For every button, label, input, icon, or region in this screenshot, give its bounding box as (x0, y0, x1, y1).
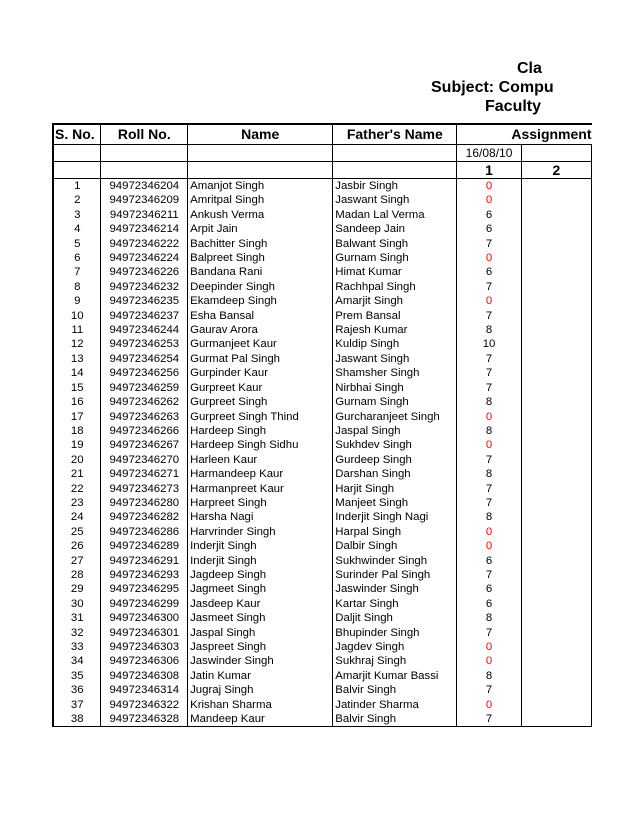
serial-number-cell[interactable]: 28 (53, 568, 101, 582)
assignment-1-mark-cell[interactable]: 6 (457, 265, 521, 279)
student-name-cell[interactable]: Krishan Sharma (188, 698, 333, 712)
roll-number-cell[interactable]: 94972346204 (101, 179, 188, 194)
assignment-1-mark-cell[interactable]: 0 (457, 525, 521, 539)
assignment-1-mark-cell[interactable]: 0 (457, 698, 521, 712)
assignment-1-mark-cell[interactable]: 8 (457, 669, 521, 683)
table-row (53, 626, 592, 640)
assignment-1-mark-cell[interactable]: 7 (457, 237, 521, 251)
roll-number-cell[interactable]: 94972346262 (101, 395, 188, 409)
assignment-1-mark-cell[interactable]: 7 (457, 381, 521, 395)
father-name-cell[interactable]: Dalbir Singh (333, 539, 457, 553)
student-name-cell[interactable]: Harmandeep Kaur (188, 467, 333, 481)
table-row (53, 366, 592, 380)
table-row (53, 410, 592, 424)
serial-number-cell[interactable]: 20 (53, 453, 101, 467)
father-name-cell[interactable]: Jatinder Sharma (333, 698, 457, 712)
assignment-1-mark-cell[interactable]: 0 (457, 539, 521, 553)
father-name-cell[interactable]: Harpal Singh (333, 525, 457, 539)
roll-number-cell[interactable]: 94972346273 (101, 482, 188, 496)
student-name-cell[interactable]: Gurmanjeet Kaur (188, 337, 333, 351)
student-name-cell[interactable]: Harleen Kaur (188, 453, 333, 467)
table-row (53, 510, 592, 524)
table-row (53, 323, 592, 337)
roll-number-cell[interactable]: 94972346280 (101, 496, 188, 510)
father-name-cell[interactable]: Prem Bansal (333, 309, 457, 323)
cell[interactable] (101, 162, 188, 179)
cell[interactable] (101, 145, 188, 162)
assignment-2-mark-cell[interactable] (521, 554, 591, 568)
serial-number-cell[interactable]: 15 (53, 381, 101, 395)
assignment-2-mark-cell[interactable] (521, 467, 591, 481)
assignment-1-mark-cell[interactable]: 7 (457, 280, 521, 294)
student-name-cell[interactable]: Hardeep Singh (188, 424, 333, 438)
father-name-cell[interactable]: Amarjit Singh (333, 294, 457, 308)
student-name-cell[interactable]: Ekamdeep Singh (188, 294, 333, 308)
assignment-1-mark-cell[interactable]: 7 (457, 453, 521, 467)
roll-number-cell[interactable]: 94972346256 (101, 366, 188, 380)
roll-number-cell[interactable]: 94972346259 (101, 381, 188, 395)
student-name-cell[interactable]: Mandeep Kaur (188, 712, 333, 727)
student-name-cell[interactable]: Jasdeep Kaur (188, 597, 333, 611)
student-name-cell[interactable]: Gurpreet Singh (188, 395, 333, 409)
serial-number-cell[interactable]: 35 (53, 669, 101, 683)
serial-number-cell[interactable]: 38 (53, 712, 101, 727)
roll-number-cell[interactable]: 94972346235 (101, 294, 188, 308)
student-name-cell[interactable]: Deepinder Singh (188, 280, 333, 294)
assignment-1-mark-cell[interactable]: 8 (457, 424, 521, 438)
assignment-1-mark-cell[interactable]: 6 (457, 597, 521, 611)
roll-number-cell[interactable]: 94972346244 (101, 323, 188, 337)
serial-number-cell[interactable]: 16 (53, 395, 101, 409)
father-name-cell[interactable]: Balwant Singh (333, 237, 457, 251)
cell[interactable] (333, 145, 457, 162)
assignment-2-mark-cell[interactable] (521, 496, 591, 510)
table-row (53, 683, 592, 697)
roll-number-cell[interactable]: 94972346291 (101, 554, 188, 568)
father-name-cell[interactable]: Rachhpal Singh (333, 280, 457, 294)
serial-number-cell[interactable]: 12 (53, 337, 101, 351)
father-name-cell[interactable]: Sukhwinder Singh (333, 554, 457, 568)
assignment-2-mark-cell[interactable] (521, 525, 591, 539)
assignment-1-mark-cell[interactable]: 8 (457, 395, 521, 409)
serial-number-cell[interactable]: 23 (53, 496, 101, 510)
student-name-cell[interactable]: Jugraj Singh (188, 683, 333, 697)
father-name-cell[interactable]: Harjit Singh (333, 482, 457, 496)
father-name-cell[interactable]: Jasbir Singh (333, 179, 457, 194)
roll-number-cell[interactable]: 94972346253 (101, 337, 188, 351)
father-name-cell[interactable]: Manjeet Singh (333, 496, 457, 510)
cell[interactable] (521, 145, 591, 162)
assignment-2-mark-cell[interactable] (521, 237, 591, 251)
table-row (53, 712, 592, 727)
roll-number-cell[interactable]: 94972346237 (101, 309, 188, 323)
student-name-cell[interactable]: Jagmeet Singh (188, 582, 333, 596)
assignment-1-mark-cell[interactable]: 7 (457, 568, 521, 582)
table-row (53, 496, 592, 510)
roll-number-cell[interactable]: 94972346301 (101, 626, 188, 640)
table-row (53, 467, 592, 481)
roll-number-cell[interactable]: 94972346328 (101, 712, 188, 727)
serial-number-cell[interactable]: 17 (53, 410, 101, 424)
assignment-2-mark-cell[interactable] (521, 294, 591, 308)
student-name-cell[interactable]: Ankush Verma (188, 208, 333, 222)
father-name-cell[interactable]: Sukhdev Singh (333, 438, 457, 452)
assignment-2-mark-cell[interactable] (521, 510, 591, 524)
father-name-cell[interactable]: Balvir Singh (333, 712, 457, 727)
table-row (53, 424, 592, 438)
assignment-1-mark-cell[interactable]: 0 (457, 251, 521, 265)
roll-number-cell[interactable]: 94972346314 (101, 683, 188, 697)
father-name-cell[interactable]: Balvir Singh (333, 683, 457, 697)
roll-number-cell[interactable]: 94972346263 (101, 410, 188, 424)
col-header-name[interactable]: Name (188, 124, 333, 145)
student-name-cell[interactable]: Harmanpreet Kaur (188, 482, 333, 496)
assignment-2-mark-cell[interactable] (521, 280, 591, 294)
table-row (53, 337, 592, 351)
assignment-1-mark-cell[interactable]: 0 (457, 179, 521, 194)
assignment-1-mark-cell[interactable]: 6 (457, 208, 521, 222)
serial-number-cell[interactable]: 1 (53, 179, 101, 194)
table-row (53, 611, 592, 625)
sheet-header (0, 0, 554, 120)
class-title: Cla (517, 60, 542, 77)
table-row (53, 482, 592, 496)
assignment-2-mark-cell[interactable] (521, 438, 591, 452)
assignment-2-mark-cell[interactable] (521, 669, 591, 683)
father-name-cell[interactable]: Kuldip Singh (333, 337, 457, 351)
assignment-1-mark-cell[interactable]: 0 (457, 438, 521, 452)
table-row (53, 438, 592, 452)
serial-number-cell[interactable]: 32 (53, 626, 101, 640)
father-name-cell[interactable]: Gurcharanjeet Singh (333, 410, 457, 424)
roll-number-cell[interactable]: 94972346289 (101, 539, 188, 553)
student-name-cell[interactable]: Harvrinder Singh (188, 525, 333, 539)
cell[interactable] (53, 145, 101, 162)
col-header-father[interactable]: Father's Name (333, 124, 457, 145)
serial-number-cell[interactable]: 29 (53, 582, 101, 596)
serial-number-cell[interactable]: 3 (53, 208, 101, 222)
student-name-cell[interactable]: Gurpinder Kaur (188, 366, 333, 380)
table-row (53, 381, 592, 395)
father-name-cell[interactable]: Jaspal Singh (333, 424, 457, 438)
date-row (53, 145, 592, 162)
assignment-1-mark-cell[interactable]: 0 (457, 640, 521, 654)
student-name-cell[interactable]: Jatin Kumar (188, 669, 333, 683)
table-row (53, 582, 592, 596)
assignment-date-1[interactable]: 16/08/10 (457, 145, 521, 162)
serial-number-cell[interactable]: 14 (53, 366, 101, 380)
roll-number-cell[interactable]: 94972346295 (101, 582, 188, 596)
assignment-2-mark-cell[interactable] (521, 568, 591, 582)
table-row (53, 640, 592, 654)
assignment-1-mark-cell[interactable]: 7 (457, 309, 521, 323)
roll-number-cell[interactable]: 94972346222 (101, 237, 188, 251)
father-name-cell[interactable]: Jaswant Singh (333, 193, 457, 207)
assignment-2-mark-cell[interactable] (521, 366, 591, 380)
father-name-cell[interactable]: Gurnam Singh (333, 395, 457, 409)
assignment-2-mark-cell[interactable] (521, 179, 591, 194)
assignment-1-mark-cell[interactable]: 7 (457, 496, 521, 510)
roll-number-cell[interactable]: 94972346299 (101, 597, 188, 611)
serial-number-cell[interactable]: 10 (53, 309, 101, 323)
assignment-1-mark-cell[interactable]: 10 (457, 337, 521, 351)
assignment-1-mark-cell[interactable]: 7 (457, 683, 521, 697)
col-header-sno[interactable]: S. No. (53, 124, 101, 145)
assignment-1-mark-cell[interactable]: 7 (457, 626, 521, 640)
serial-number-cell[interactable]: 27 (53, 554, 101, 568)
table-row (53, 208, 592, 222)
table-row (53, 352, 592, 366)
assignment-1-mark-cell[interactable]: 0 (457, 654, 521, 668)
table-row (53, 294, 592, 308)
assignment-2-mark-cell[interactable] (521, 193, 591, 207)
assignment-1-mark-cell[interactable]: 7 (457, 482, 521, 496)
student-name-cell[interactable]: Jaspreet Singh (188, 640, 333, 654)
serial-number-cell[interactable]: 30 (53, 597, 101, 611)
assignment-1-mark-cell[interactable]: 8 (457, 323, 521, 337)
father-name-cell[interactable]: Gurdeep Singh (333, 453, 457, 467)
roll-number-cell[interactable]: 94972346214 (101, 222, 188, 236)
roll-number-cell[interactable]: 94972346254 (101, 352, 188, 366)
assignment-2-mark-cell[interactable] (521, 323, 591, 337)
father-name-cell[interactable]: Jaswant Singh (333, 352, 457, 366)
assignment-2-mark-cell[interactable] (521, 683, 591, 697)
table-row (53, 654, 592, 668)
assignment-2-mark-cell[interactable] (521, 410, 591, 424)
table-row (53, 539, 592, 553)
assignment-2-mark-cell[interactable] (521, 482, 591, 496)
father-name-cell[interactable]: Daljit Singh (333, 611, 457, 625)
table-row (53, 222, 592, 236)
serial-number-cell[interactable]: 26 (53, 539, 101, 553)
student-name-cell[interactable]: Hardeep Singh Sidhu (188, 438, 333, 452)
table-row (53, 395, 592, 409)
assignment-2-mark-cell[interactable] (521, 539, 591, 553)
roll-number-cell[interactable]: 94972346306 (101, 654, 188, 668)
student-name-cell[interactable]: Arpit Jain (188, 222, 333, 236)
table-row (53, 237, 592, 251)
assignment-1-mark-cell[interactable]: 8 (457, 611, 521, 625)
roll-number-cell[interactable]: 94972346308 (101, 669, 188, 683)
father-name-cell[interactable]: Himat Kumar (333, 265, 457, 279)
roll-number-cell[interactable]: 94972346224 (101, 251, 188, 265)
father-name-cell[interactable]: Darshan Singh (333, 467, 457, 481)
father-name-cell[interactable]: Nirbhai Singh (333, 381, 457, 395)
table-row (53, 554, 592, 568)
student-name-cell[interactable]: Amanjot Singh (188, 179, 333, 194)
student-name-cell[interactable]: Jasmeet Singh (188, 611, 333, 625)
father-name-cell[interactable]: Inderjit Singh Nagi (333, 510, 457, 524)
student-name-cell[interactable]: Gaurav Arora (188, 323, 333, 337)
student-name-cell[interactable]: Gurpreet Singh Thind (188, 410, 333, 424)
assignment-number-row (53, 162, 592, 179)
student-name-cell[interactable]: Balpreet Singh (188, 251, 333, 265)
serial-number-cell[interactable]: 9 (53, 294, 101, 308)
serial-number-cell[interactable]: 34 (53, 654, 101, 668)
col-header-roll[interactable]: Roll No. (101, 124, 188, 145)
student-name-cell[interactable]: Inderjit Singh (188, 539, 333, 553)
student-name-cell[interactable]: Harsha Nagi (188, 510, 333, 524)
serial-number-cell[interactable]: 2 (53, 193, 101, 207)
roll-number-cell[interactable]: 94972346267 (101, 438, 188, 452)
serial-number-cell[interactable]: 21 (53, 467, 101, 481)
roll-number-cell[interactable]: 94972346286 (101, 525, 188, 539)
assignment-2-mark-cell[interactable] (521, 611, 591, 625)
roll-number-cell[interactable]: 94972346209 (101, 193, 188, 207)
assignment-2-mark-cell[interactable] (521, 654, 591, 668)
father-name-cell[interactable]: Shamsher Singh (333, 366, 457, 380)
serial-number-cell[interactable]: 36 (53, 683, 101, 697)
serial-number-cell[interactable]: 19 (53, 438, 101, 452)
student-name-cell[interactable]: Gurpreet Kaur (188, 381, 333, 395)
assignment-2-mark-cell[interactable] (521, 640, 591, 654)
father-name-cell[interactable]: Sukhraj Singh (333, 654, 457, 668)
serial-number-cell[interactable]: 22 (53, 482, 101, 496)
table-row (53, 453, 592, 467)
student-name-cell[interactable]: Jagdeep Singh (188, 568, 333, 582)
serial-number-cell[interactable]: 4 (53, 222, 101, 236)
assignment-2-mark-cell[interactable] (521, 597, 591, 611)
father-name-cell[interactable]: Bhupinder Singh (333, 626, 457, 640)
assignment-1-mark-cell[interactable]: 6 (457, 582, 521, 596)
roll-number-cell[interactable]: 94972346271 (101, 467, 188, 481)
roll-number-cell[interactable]: 94972346226 (101, 265, 188, 279)
father-name-cell[interactable]: Sandeep Jain (333, 222, 457, 236)
assignment-2-mark-cell[interactable] (521, 309, 591, 323)
assignment-2-mark-cell[interactable] (521, 582, 591, 596)
father-name-cell[interactable]: Jagdev Singh (333, 640, 457, 654)
assignment-1-mark-cell[interactable]: 6 (457, 554, 521, 568)
assignment-1-mark-cell[interactable]: 6 (457, 222, 521, 236)
student-name-cell[interactable]: Gurmat Pal Singh (188, 352, 333, 366)
assignment-number-2[interactable]: 2 (521, 162, 591, 179)
roll-number-cell[interactable]: 94972346211 (101, 208, 188, 222)
assignment-2-mark-cell[interactable] (521, 222, 591, 236)
assignment-1-mark-cell[interactable]: 0 (457, 294, 521, 308)
serial-number-cell[interactable]: 6 (53, 251, 101, 265)
assignment-1-mark-cell[interactable]: 0 (457, 193, 521, 207)
col-header-assignment[interactable]: Assignment (457, 124, 592, 145)
assignment-2-mark-cell[interactable] (521, 208, 591, 222)
father-name-cell[interactable]: Amarjit Kumar Bassi (333, 669, 457, 683)
assignment-2-mark-cell[interactable] (521, 265, 591, 279)
assignment-1-mark-cell[interactable]: 8 (457, 510, 521, 524)
cell[interactable] (188, 145, 333, 162)
assignment-2-mark-cell[interactable] (521, 712, 591, 727)
student-name-cell[interactable]: Jaswinder Singh (188, 654, 333, 668)
subject-title: Subject: Compu (431, 79, 554, 96)
cell[interactable] (333, 162, 457, 179)
student-name-cell[interactable]: Inderjit Singh (188, 554, 333, 568)
cell[interactable] (53, 162, 101, 179)
student-name-cell[interactable]: Harpreet Singh (188, 496, 333, 510)
assignment-2-mark-cell[interactable] (521, 698, 591, 712)
serial-number-cell[interactable]: 31 (53, 611, 101, 625)
assignment-1-mark-cell[interactable]: 7 (457, 712, 521, 727)
table-row (53, 309, 592, 323)
roll-number-cell[interactable]: 94972346232 (101, 280, 188, 294)
student-name-cell[interactable]: Jaspal Singh (188, 626, 333, 640)
assignment-2-mark-cell[interactable] (521, 352, 591, 366)
assignment-1-mark-cell[interactable]: 8 (457, 467, 521, 481)
assignment-2-mark-cell[interactable] (521, 251, 591, 265)
student-name-cell[interactable]: Bandana Rani (188, 265, 333, 279)
serial-number-cell[interactable]: 18 (53, 424, 101, 438)
table-row (53, 265, 592, 279)
father-name-cell[interactable]: Rajesh Kumar (333, 323, 457, 337)
serial-number-cell[interactable]: 5 (53, 237, 101, 251)
roll-number-cell[interactable]: 94972346293 (101, 568, 188, 582)
serial-number-cell[interactable]: 24 (53, 510, 101, 524)
roll-number-cell[interactable]: 94972346322 (101, 698, 188, 712)
assignment-2-mark-cell[interactable] (521, 395, 591, 409)
student-name-cell[interactable]: Esha Bansal (188, 309, 333, 323)
roll-number-cell[interactable]: 94972346270 (101, 453, 188, 467)
father-name-cell[interactable]: Gurnam Singh (333, 251, 457, 265)
table-row (53, 193, 592, 207)
assignment-1-mark-cell[interactable]: 7 (457, 366, 521, 380)
student-name-cell[interactable]: Amritpal Singh (188, 193, 333, 207)
father-name-cell[interactable]: Kartar Singh (333, 597, 457, 611)
table-row (53, 698, 592, 712)
assignment-1-mark-cell[interactable]: 0 (457, 410, 521, 424)
attendance-sheet (52, 123, 592, 763)
table-row (53, 568, 592, 582)
father-name-cell[interactable]: Madan Lal Verma (333, 208, 457, 222)
table-row (53, 179, 592, 194)
roll-number-cell[interactable]: 94972346300 (101, 611, 188, 625)
table-row (53, 597, 592, 611)
table-row (53, 525, 592, 539)
assignment-2-mark-cell[interactable] (521, 337, 591, 351)
serial-number-cell[interactable]: 33 (53, 640, 101, 654)
roll-number-cell[interactable]: 94972346303 (101, 640, 188, 654)
column-header-row (53, 124, 592, 145)
roll-number-cell[interactable]: 94972346266 (101, 424, 188, 438)
father-name-cell[interactable]: Jaswinder Singh (333, 582, 457, 596)
serial-number-cell[interactable]: 7 (53, 265, 101, 279)
serial-number-cell[interactable]: 37 (53, 698, 101, 712)
student-rows (53, 179, 592, 727)
marks-table (52, 123, 592, 727)
serial-number-cell[interactable]: 25 (53, 525, 101, 539)
student-name-cell[interactable]: Bachitter Singh (188, 237, 333, 251)
assignment-number-1[interactable]: 1 (457, 162, 521, 179)
faculty-title: Faculty (485, 98, 542, 115)
roll-number-cell[interactable]: 94972346282 (101, 510, 188, 524)
assignment-1-mark-cell[interactable]: 7 (457, 352, 521, 366)
assignment-2-mark-cell[interactable] (521, 424, 591, 438)
serial-number-cell[interactable]: 13 (53, 352, 101, 366)
serial-number-cell[interactable]: 8 (53, 280, 101, 294)
table-row (53, 669, 592, 683)
father-name-cell[interactable]: Surinder Pal Singh (333, 568, 457, 582)
assignment-2-mark-cell[interactable] (521, 381, 591, 395)
serial-number-cell[interactable]: 11 (53, 323, 101, 337)
cell[interactable] (188, 162, 333, 179)
table-row (53, 251, 592, 265)
table-row (53, 280, 592, 294)
assignment-2-mark-cell[interactable] (521, 453, 591, 467)
assignment-2-mark-cell[interactable] (521, 626, 591, 640)
